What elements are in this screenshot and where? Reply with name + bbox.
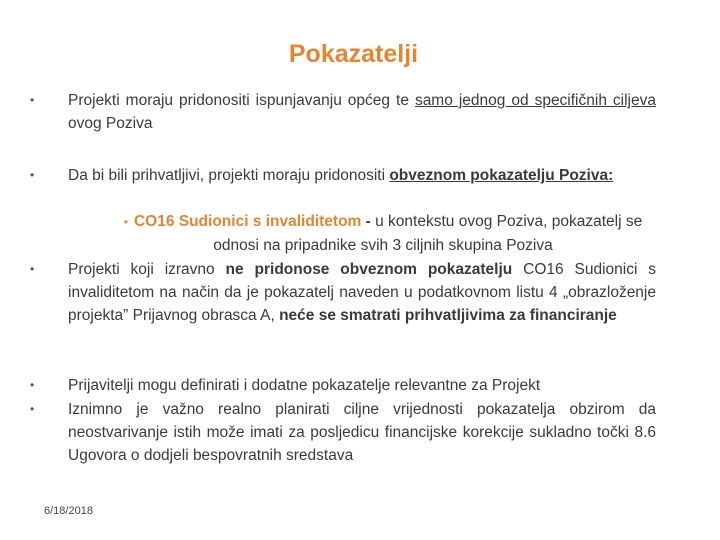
bullet-dot-icon: • [30,168,35,182]
underlined-bold-text: obveznom pokazatelju Poziva: [389,167,614,184]
indicator-description: u kontekstu ovog Poziva, pokazatelj se odnosi na pripadnike svih 3 ciljnih skupina Poziva [213,213,643,254]
bullet-item-target-values [30,398,656,467]
dash-separator: - [361,213,376,230]
sub-bullet-co16 [110,210,656,257]
bullet-text: Projekti koji izravno [68,261,226,278]
bullet-dot-icon: • [30,93,35,107]
bullet-item-specific-goals [30,89,656,135]
slide-date: 6/18/2018 [44,505,93,517]
bold-text: ne pridonose obveznom pokazatelju [225,261,513,278]
bullet-text: Iznimno je važno realno planirati ciljne vrijednosti pokazatelja obzirom da neostvarivanje istih može imati za posljedicu financijske korekcije sukladno točki 8.6 Ugovora o dodjeli bespovratnih sredstava [68,401,656,464]
bold-text-end: neće se smatrati prihvatljivima za financiranje [279,307,617,324]
bullet-dot-icon: • [30,402,35,416]
slide-title: Pokazatelji [288,40,419,68]
bullet-text-middle: CO16 Sudionici s invaliditetom na način da je pokazatelj naveden u podatkovnom listu 4 „obrazloženje projekta” Prijavnog obrasca A, [68,261,657,324]
bullet-text: Projekti moraju pridonositi ispunjavanju općeg te [68,92,415,109]
bullet-dot-icon: • [30,378,35,392]
bullet-text-end: ovog Poziva [68,115,153,132]
bullet-dot-icon: • [30,262,35,276]
bullet-text: Da bi bili prihvatljivi, projekti moraju pridonositi [68,167,390,184]
bullet-item-mandatory-indicator [30,164,656,187]
indicator-name: CO16 Sudionici s invaliditetom [133,213,362,230]
bullet-text: Prijavitelji mogu definirati i dodatne pokazatelje relevantne za Projekt [68,377,541,394]
bullet-item-additional-indicators [30,374,656,397]
underlined-text: samo jednog od specifičnih ciljeva [414,92,656,109]
sub-bullet-dot-icon: • [123,215,128,229]
bullet-item-not-eligible [30,258,657,327]
